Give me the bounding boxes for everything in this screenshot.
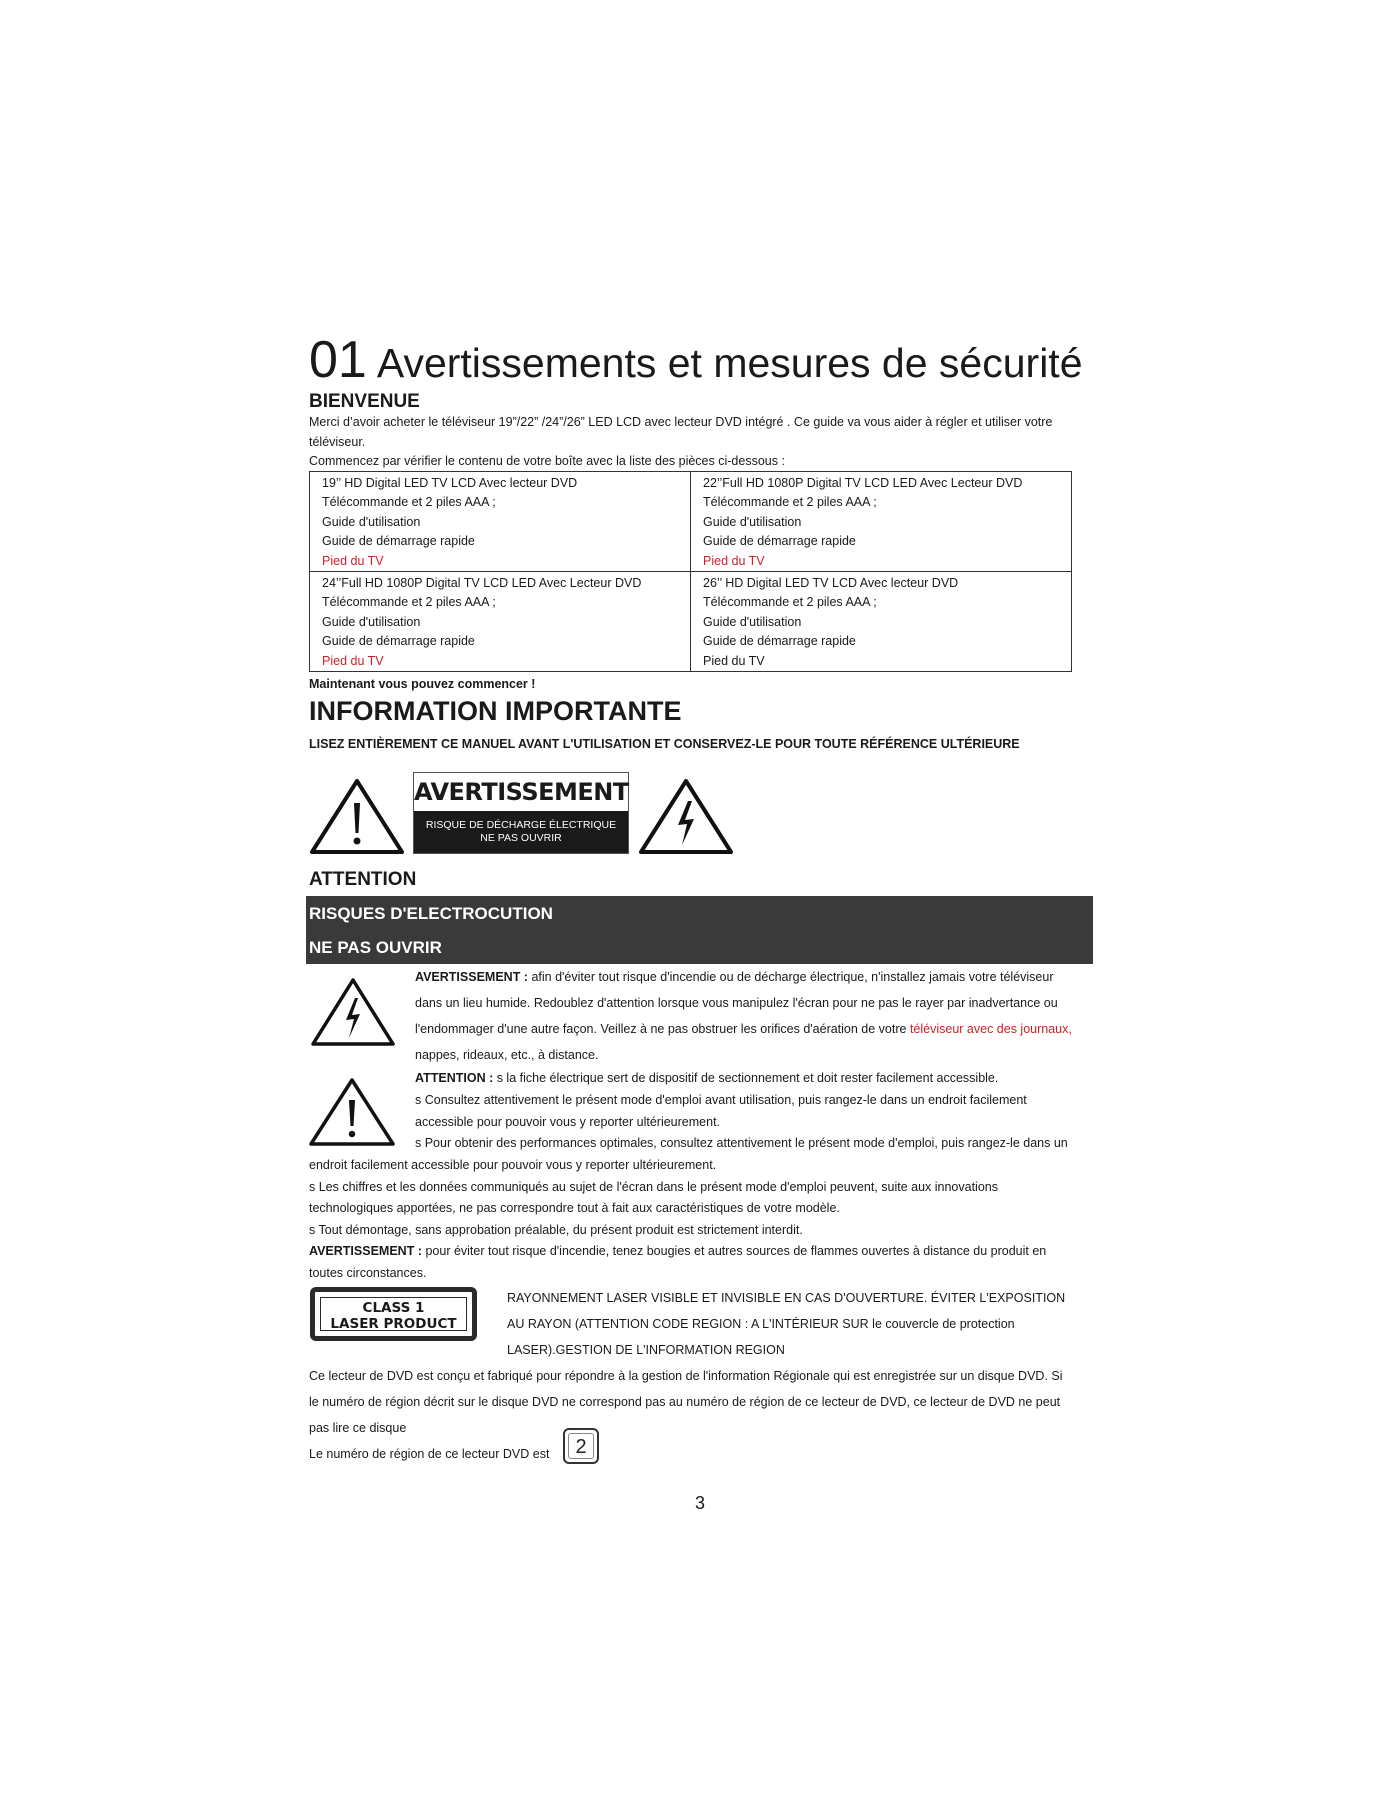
warning-1-line-3-text: l'endommager d'une autre façon. Veillez à ne pas obstruer les orifices d'aération de votre bbox=[415, 1022, 910, 1036]
laser-label-line-2: LASER PRODUCT bbox=[330, 1316, 457, 1332]
quick-guide-item: Guide de démarrage rapide bbox=[322, 534, 475, 549]
model-name: 22’’Full HD 1080P Digital TV LCD LED Avec Lecteur DVD bbox=[703, 476, 1023, 490]
guide-item: Guide d'utilisation bbox=[703, 514, 802, 529]
region-code-badge bbox=[563, 1428, 599, 1464]
warning-1-line-3-highlight: téléviseur avec des journaux, bbox=[909, 1022, 1072, 1036]
warning-sign-title: AVERTISSEMENT bbox=[414, 778, 629, 806]
laser-label-text bbox=[320, 1297, 467, 1331]
warning-label: AVERTISSEMENT : bbox=[415, 970, 528, 984]
laser-label-line-1: CLASS 1 bbox=[362, 1300, 425, 1316]
warning-1-line-4: nappes, rideaux, etc., à distance. bbox=[415, 1048, 599, 1062]
stand-item: Pied du TV bbox=[703, 653, 765, 668]
contents-table bbox=[309, 471, 1072, 672]
quick-guide-item: Guide de démarrage rapide bbox=[703, 534, 856, 549]
warning-2-line-2: toutes circonstances. bbox=[309, 1266, 427, 1280]
page-number: 3 bbox=[694, 1493, 705, 1513]
intro-line-2: téléviseur. bbox=[309, 435, 366, 449]
quick-guide-item: Guide de démarrage rapide bbox=[703, 634, 856, 649]
laser-line-3: LASER).GESTION DE L'INFORMATION REGION bbox=[507, 1343, 785, 1357]
class-1-laser-label bbox=[310, 1287, 477, 1341]
table-cell bbox=[310, 572, 691, 672]
warning-label: AVERTISSEMENT : bbox=[309, 1244, 422, 1258]
table-row bbox=[310, 572, 1072, 672]
stand-item: Pied du TV bbox=[322, 553, 384, 568]
risk-banner bbox=[306, 896, 1093, 964]
warning-sign-line-2: NE PAS OUVRIR bbox=[480, 832, 562, 844]
warning-1-text: afin d'éviter tout risque d'incendie ou de décharge électrique, n'installez jamais votre téléviseur bbox=[527, 970, 1054, 984]
exclamation-triangle-icon bbox=[308, 1076, 396, 1148]
remote-item: Télécommande et 2 piles AAA ; bbox=[322, 495, 496, 510]
page-title bbox=[309, 330, 1083, 390]
warning-2-line-1 bbox=[309, 1244, 1046, 1258]
warning-2-text: pour éviter tout risque d'incendie, tenez bougies et autres sources de flammes ouvertes à distance du produit en bbox=[421, 1244, 1047, 1258]
important-subheading: LISEZ ENTIÈREMENT CE MANUEL AVANT L'UTILISATION ET CONSERVEZ-LE POUR TOUTE RÉFÉRENCE ULTÉRIEURE bbox=[309, 737, 1020, 751]
intro-line-1: Merci d’avoir acheter le téléviseur 19”/22” /24”/26” LED LCD avec lecteur DVD intégré . Ce guide va vous aider à régler et utiliser votre bbox=[309, 415, 1053, 429]
check-line: Commencez par vérifier le contenu de votre boîte avec la liste des pièces ci-dessous : bbox=[309, 454, 785, 468]
remote-item: Télécommande et 2 piles AAA ; bbox=[703, 495, 877, 510]
lightning-triangle-icon bbox=[638, 777, 734, 855]
model-name: 26’’ HD Digital LED TV LCD Avec lecteur DVD bbox=[703, 576, 959, 591]
bullet-3-line-1: s Les chiffres et les données communiqués au sujet de l'écran dans le présent mode d'emploi peuvent, suite aux innovations bbox=[309, 1180, 998, 1194]
important-heading: INFORMATION IMPORTANTE bbox=[309, 696, 682, 726]
guide-item: Guide d'utilisation bbox=[703, 614, 802, 629]
bullet-2-line-2: endroit facilement accessible pour pouvoir vous y reporter ultérieurement. bbox=[309, 1158, 717, 1172]
laser-line-2: AU RAYON (ATTENTION CODE REGION : A L'INTÉRIEUR SUR le couvercle de protection bbox=[507, 1317, 1015, 1331]
region-line-3: pas lire ce disque bbox=[309, 1421, 407, 1435]
region-code: 2 bbox=[568, 1433, 594, 1459]
warning-sign-text bbox=[414, 811, 628, 853]
remote-item: Télécommande et 2 piles AAA ; bbox=[322, 595, 496, 610]
table-cell bbox=[691, 472, 1072, 572]
chapter-title: Avertissements et mesures de sécurité bbox=[376, 340, 1083, 386]
lightning-triangle-icon bbox=[310, 976, 396, 1048]
banner-line-2: NE PAS OUVRIR bbox=[309, 938, 442, 957]
model-name: 19’’ HD Digital LED TV LCD Avec lecteur DVD bbox=[322, 476, 578, 490]
quick-guide-item: Guide de démarrage rapide bbox=[322, 634, 475, 649]
guide-item: Guide d'utilisation bbox=[322, 614, 421, 629]
exclamation-triangle-icon bbox=[309, 777, 405, 855]
start-note: Maintenant vous pouvez commencer ! bbox=[309, 677, 536, 691]
attention-heading: ATTENTION bbox=[309, 869, 417, 890]
attention-text: s la fiche électrique sert de dispositif de sectionnement et doit rester facilement accessible. bbox=[493, 1071, 999, 1085]
bullet-1-line-1: s Consultez attentivement le présent mode d'emploi avant utilisation, puis rangez-le dans un endroit facilement bbox=[415, 1093, 1027, 1107]
warning-1-line-1 bbox=[415, 970, 1054, 984]
guide-item: Guide d'utilisation bbox=[322, 514, 421, 529]
model-name: 24’’Full HD 1080P Digital TV LCD LED Avec Lecteur DVD bbox=[322, 576, 642, 591]
warning-1-line-3 bbox=[415, 1022, 1072, 1036]
warning-sign bbox=[413, 772, 629, 854]
region-line-4: Le numéro de région de ce lecteur DVD est bbox=[309, 1447, 550, 1461]
attention-line bbox=[415, 1071, 998, 1085]
chapter-number: 01 bbox=[309, 331, 367, 389]
warning-1-line-2: dans un lieu humide. Redoublez d'attention lorsque vous manipulez l'écran pour ne pas le rayer par inadvertance ou bbox=[415, 996, 1058, 1010]
bullet-4: s Tout démontage, sans approbation préalable, du présent produit est strictement interdit. bbox=[309, 1223, 803, 1237]
bullet-1-line-2: accessible pour pouvoir vous y reporter ultérieurement. bbox=[415, 1115, 721, 1129]
stand-item: Pied du TV bbox=[703, 553, 765, 568]
table-row bbox=[310, 472, 1072, 572]
region-line-1: Ce lecteur de DVD est conçu et fabriqué pour répondre à la gestion de l'information Régionale qui est enregistrée sur un disque DVD. Si bbox=[309, 1369, 1063, 1383]
table-cell bbox=[691, 572, 1072, 672]
region-line-2: le numéro de région décrit sur le disque DVD ne correspond pas au numéro de région de ce lecteur de DVD, ce lecteur de DVD ne peut bbox=[309, 1395, 1061, 1409]
bienvenue-heading: BIENVENUE bbox=[309, 391, 420, 412]
stand-item: Pied du TV bbox=[322, 653, 384, 668]
banner-line-1: RISQUES D'ELECTROCUTION bbox=[309, 904, 553, 923]
warning-sign-line-1: RISQUE DE DÉCHARGE ÉLECTRIQUE bbox=[425, 819, 617, 831]
bullet-3-line-2: technologiques apportées, ne pas correspondre tout à fait aux caractéristiques de votre modèle. bbox=[309, 1201, 840, 1215]
laser-line-1: RAYONNEMENT LASER VISIBLE ET INVISIBLE EN CAS D'OUVERTURE. ÉVITER L'EXPOSITION bbox=[507, 1291, 1066, 1305]
attention-label: ATTENTION : bbox=[415, 1071, 494, 1085]
bullet-2-line-1: s Pour obtenir des performances optimales, consultez attentivement le présent mode d'emploi, puis rangez-le dans un bbox=[415, 1136, 1068, 1150]
remote-item: Télécommande et 2 piles AAA ; bbox=[703, 595, 877, 610]
table-cell bbox=[310, 472, 691, 572]
